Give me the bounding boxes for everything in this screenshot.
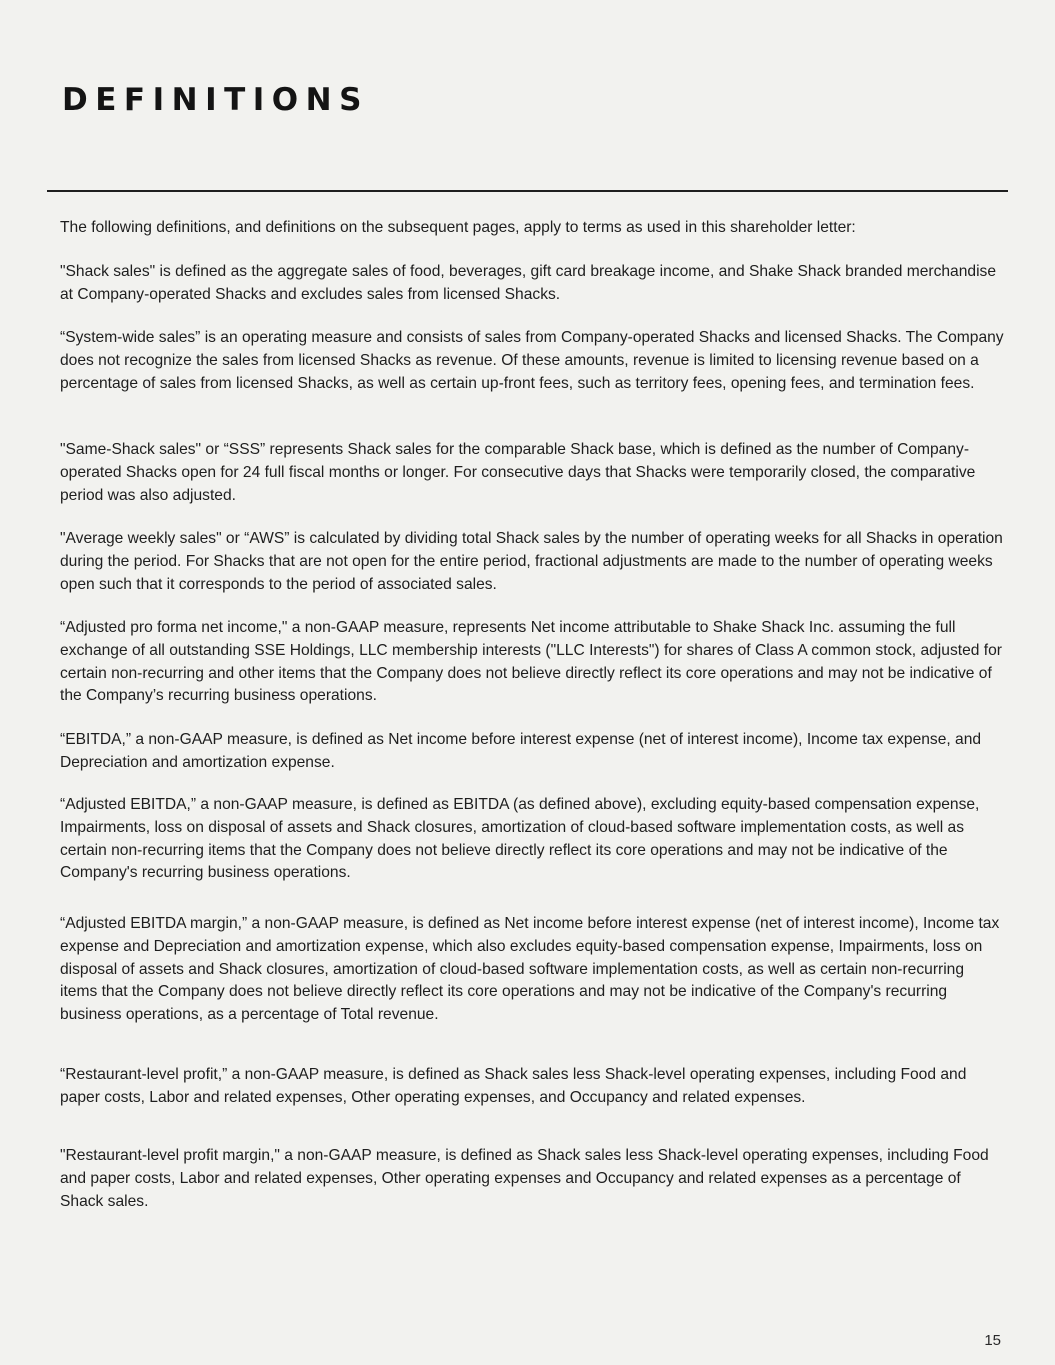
definition-adjusted-ebitda: “Adjusted EBITDA,” a non-GAAP measure, is defined as EBITDA (as defined above), excluding equity-based compensation expense, Impairments, loss on disposal of assets and Shack closures, amortization of cloud-based software implementation costs, as well as certain non-recurring items that the Company does not believe directly reflect its core operations and may not be indicative of the Company's recurring business operations. [60, 796, 980, 882]
title-divider [47, 190, 1008, 192]
definition-average-weekly-sales: "Average weekly sales" or “AWS” is calculated by dividing total Shack sales by the number of operating weeks for all Shacks in operation during the period. For Shacks that are not open for the entire period, fractional adjustments are made to the number of operating weeks open such that it corresponds to the period of associated sales. [60, 530, 1003, 593]
page-title: DEFINITIONS [62, 82, 369, 118]
definition-same-shack-sales: "Same-Shack sales" or “SSS” represents Shack sales for the comparable Shack base, which is defined as the number of Company-operated Shacks open for 24 full fiscal months or longer. For consecutive days that Shacks were temporarily closed, the comparative period was also adjusted. [60, 441, 976, 504]
definition-ebitda: “EBITDA,” a non-GAAP measure, is defined as Net income before interest expense (net of interest income), Income tax expense, and Depreciation and amortization expense. [60, 731, 982, 771]
definition-adjusted-ebitda-margin: “Adjusted EBITDA margin,” a non-GAAP measure, is defined as Net income before interest expense (net of interest income), Income tax expense and Depreciation and amortization expense, which also excludes equity-based compensation expense, Impairments, loss on disposal of assets and Shack closures, amortization of cloud-based software implementation costs, as well as certain non-recurring items that the Company does not believe directly reflect its core operations and may not be indicative of the Company's recurring business operations, as a percentage of Total revenue. [60, 915, 1000, 1024]
definition-system-wide-sales: “System-wide sales” is an operating measure and consists of sales from Company-operated Shacks and licensed Shacks. The Company does not recognize the sales from licensed Shacks as revenue. Of these amounts, revenue is limited to licensing revenue based on a percentage of sales from licensed Shacks, as well as certain up-front fees, such as territory fees, opening fees, and termination fees. [60, 329, 1004, 392]
definition-restaurant-level-profit: “Restaurant-level profit,” a non-GAAP measure, is defined as Shack sales less Shack-level operating expenses, including Food and paper costs, Labor and related expenses, Other operating expenses, and Occupancy and related expenses. [60, 1066, 967, 1106]
definition-adjusted-pro-forma-net-income: “Adjusted pro forma net income," a non-GAAP measure, represents Net income attributable to Shake Shack Inc. assuming the full exchange of all outstanding SSE Holdings, LLC membership interests ("LLC Interests") for shares of Class A common stock, adjusted for certain non-recurring and other items that the Company does not believe directly reflect its core operations and may not be indicative of the Company’s recurring business operations. [60, 619, 1002, 705]
definition-restaurant-level-profit-margin: "Restaurant-level profit margin," a non-GAAP measure, is defined as Shack sales less Shack-level operating expenses, including Food and paper costs, Labor and related expenses, Other operating expenses and Occupancy and related expenses as a percentage of Shack sales. [60, 1147, 989, 1210]
page-number: 15 [984, 1332, 1001, 1349]
intro-paragraph: The following definitions, and definitions on the subsequent pages, apply to terms as used in this shareholder letter: [60, 219, 856, 236]
definition-shack-sales: "Shack sales" is defined as the aggregate sales of food, beverages, gift card breakage income, and Shake Shack branded merchandise at Company-operated Shacks and excludes sales from licensed Shacks. [60, 263, 997, 303]
